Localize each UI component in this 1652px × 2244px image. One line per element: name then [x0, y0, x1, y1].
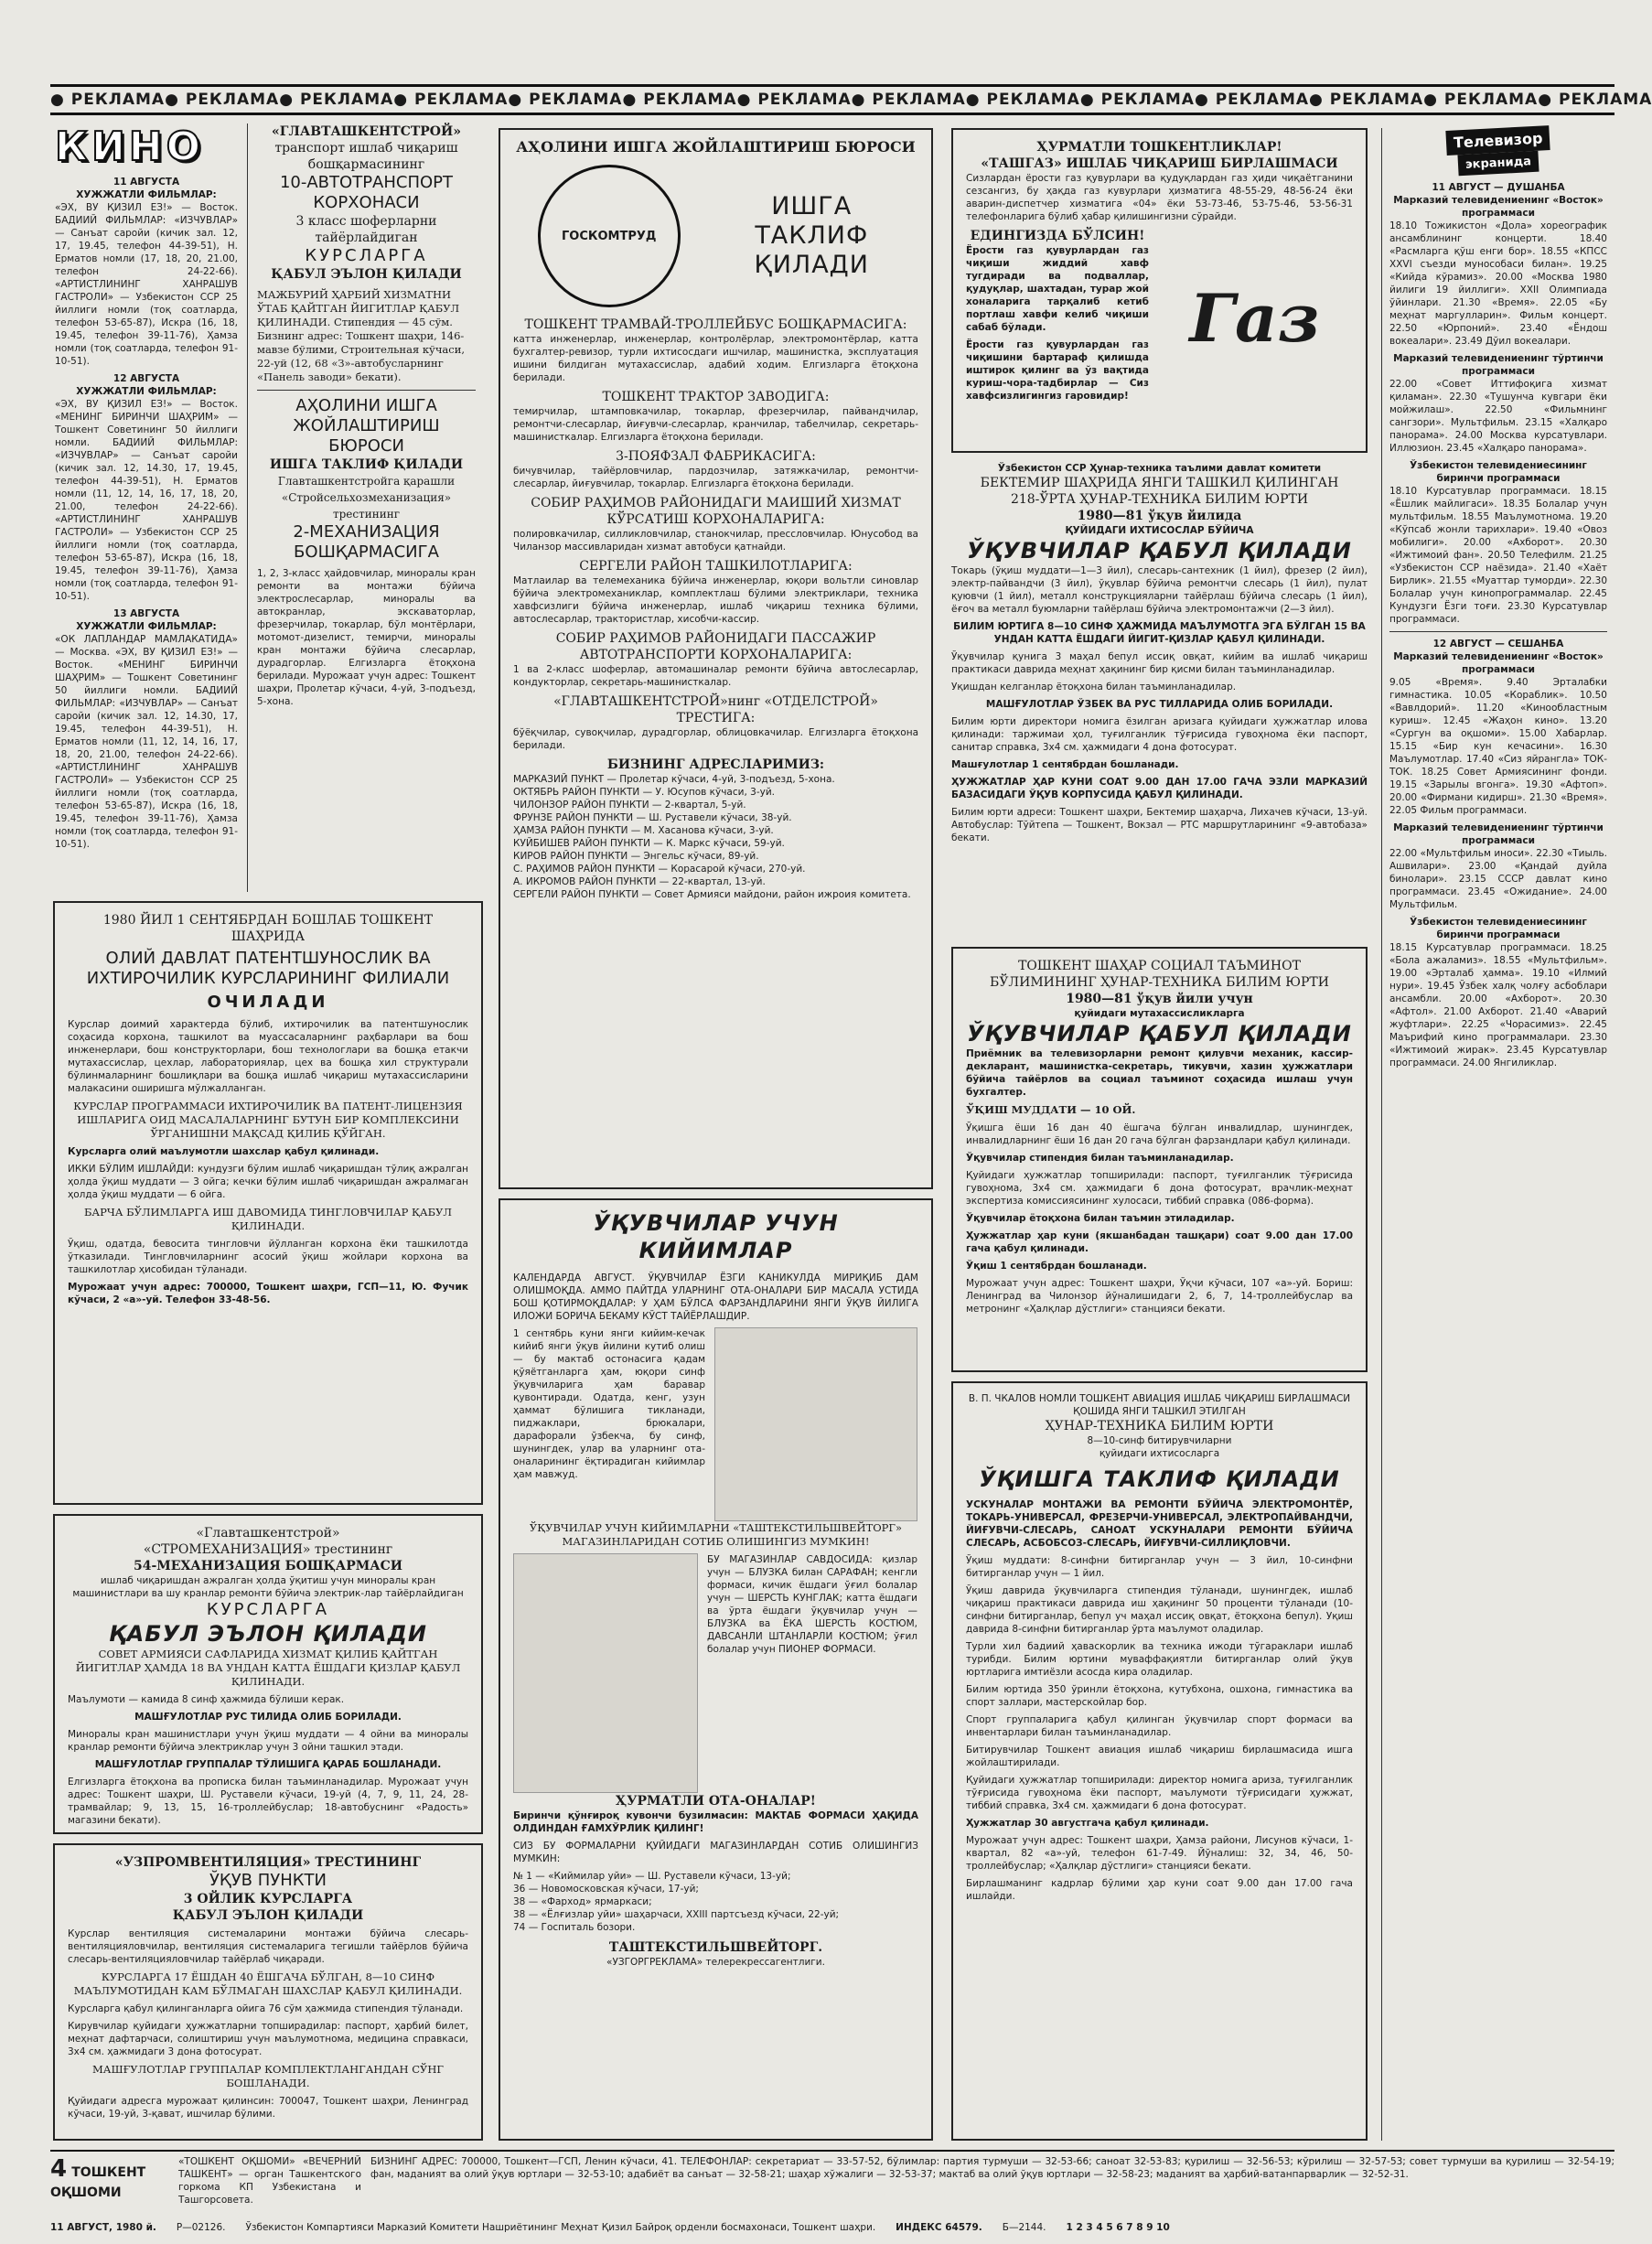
social-p8: Ўқиш 1 сентябрдан бошланади.	[966, 1261, 1147, 1272]
students-p5: Биринчи қўнғироқ кувончи бузилмасин: МАКТАБ ФОРМАСИ ҲАҚИДА ОЛДИНДАН ҒАМХЎРЛИК ҚИЛИНГ!	[513, 1810, 918, 1834]
patent-p4: ИККИ БЎЛИМ ИШЛАЙДИ: кундузги бўлим ишлаб чиқаришдан тўлиқ ажралган ҳолда ўқиш муддати — 3 ойга; кечки бўлим ишлаб чиқаришдан ажралмаган ҳолда ўқиш муддати — 6 ойга.	[68, 1164, 468, 1200]
tv-ch6-body: 18.15 Курсатувлар программаси. 18.25 «Бола ажаламиз». 18.55 «Мультфильм». 19.00 «Эрталаб ҳамма». 19.10 «Илмий нури». 19.45 Ўзбек халқ чолғу асбоблари ансамбли. 20.00 «Ахборот». 20.30 «Афтол». 21.00 Ахборот. 21.40 «Аварий жуфтлари». 22.25 «Чорасимиз». 22.45 Маърифий кино программалари. 23.30 «Ижтимоий жирак». 23.45 Курсатувлар программаси. 24.00 Янгиликлар.	[1389, 942, 1607, 1068]
aviation-h2: ҲУНАР-ТЕХНИКА БИЛИМ ЮРТИ	[1045, 1419, 1274, 1433]
school218-h6: ЎҚУВЧИЛАР ҚАБУЛ ҚИЛАДИ	[967, 538, 1352, 564]
stromech-p4: Миноралы кран машинистлари учун ўқиш муддати — 4 ойни ва миноралы кранлар ремонти бўйича электриклар учун 3 ойни ташкил этади.	[68, 1729, 468, 1753]
school218-h3: 218-ЎРТА ҲУНАР-ТЕХНИКА БИЛИМ ЮРТИ	[1010, 492, 1309, 507]
bureau-address-line: КУЙБИШЕВ РАЙОН ПУНКТИ — К. Маркс кўчаси, 59-уй.	[513, 838, 785, 849]
jobs-small-body: 1, 2, 3-класс ҳайдовчилар, миноралы кран ремонти ва монтажи бўйича электрослесарлар, миноралы ва автокранлар, экскаваторлар, фрезерчилар, токарлар, бўл монтёрлари, мотомот-дизелист, темирчи, миноралы кран монтажи бўйича слесарлар, дурадгорлар. Елгизларга ётоқхона берилади. Мурожаат учун адрес: Тошкент шаҳри, Пролетар кўчаси, 4-уй, 3-подъезд, 5-хона.	[257, 568, 476, 707]
social-p1: Приёмник ва телевизорларни ремонт қилувчи механик, кассир-декларант, машинистка-секретарь, тикувчи, хазин ҳужжатлари бўйича тайёрлов ва социал таъминот соҳасида ишлаш учун бухгалтер.	[966, 1048, 1353, 1098]
social-p2: ЎҚИШ МУДДАТИ — 10 ОЙ.	[966, 1103, 1136, 1116]
students-parents-head: ҲУРМАТЛИ ОТА-ОНАЛАР!	[616, 1794, 816, 1809]
reklama-item: ● РЕКЛАМА	[1538, 91, 1652, 109]
school218-p2: БИЛИМ ЮРТИГА 8—10 СИНФ ҲАЖМИДА МАЪЛУМОТГА ЭГА БЎЛГАН 15 ВА УНДАН КАТТА ЁШДАГИ ЙИГИТ-ҚИЗЛАР ҚАБУЛ ҚИЛИНАДИ.	[953, 621, 1366, 645]
tv-logo	[1389, 128, 1607, 174]
school218-p3: Ўқувчилар қунига 3 маҳал бепул иссиқ овқат, кийим ва ишлаб чиқариш практикаси даврида меҳнат ҳақининг бир қисми билан таъминланадилар.	[951, 651, 1368, 675]
stromech-p6: Елгизларга ётоқхона ва прописка билан таъминланадилар. Мурожаат учун адрес: Тошкент шаҳри, Ш. Руставели кўчаси, 19-уй (4, 7, 9, 11, 24, 28-трамвайлар; 9, 13, 15, 16-троллейбуслар; 18-автобуснинг «Радость» магазини бекати).	[68, 1777, 468, 1826]
bureau-address-line: ФРУНЗЕ РАЙОН ПУНКТИ — Ш. Руставели кўчаси, 38-уй.	[513, 812, 792, 823]
aviation-p5: Билим юртида 350 ўринли ётоқхона, кутубхона, ошхона, гимнастика ва спорт заллари, мастерскойлар бор.	[966, 1684, 1353, 1708]
stromech-box	[53, 1514, 483, 1834]
gas-logo-word: Газ	[1189, 278, 1320, 357]
tv-day1: 11 АВГУСТ — ДУШАНБА	[1432, 182, 1565, 193]
promvent-p2: КУРСЛАРГА 17 ЁШДАН 40 ЁШГАЧА БЎЛГАН, 8—10 СИНФ МАЪЛУМОТИДАН КАМ БЎЛМАГАН ШАХСЛАР ҚАБУЛ ҚИЛИНАДИ.	[73, 1970, 463, 1997]
footer-paper-name: ТОШКЕНТ ОҚШОМИ	[50, 2165, 146, 2200]
gas-h2: «ТАШГАЗ» ИШЛАБ ЧИҚАРИШ БИРЛАШМАСИ	[981, 156, 1338, 171]
reklama-item: ● РЕКЛАМА	[279, 91, 393, 109]
tv-ch5-body: 22.00 «Мультфильм иноси». 22.30 «Тиыль. Ашвилари». 23.00 «Қандай дуйла бинолари». 23.15 СССР давлат кино программаси. 23.45 «Ожидание». 24.00 Мультфильм.	[1389, 848, 1607, 910]
stromech-h2: «СТРОМЕХАНИЗАЦИЯ» трестининг	[143, 1542, 393, 1557]
bureau-address-line: КИРОВ РАЙОН ПУНКТИ — Энгельс кўчаси, 89-уй.	[513, 851, 759, 862]
kino-date-2: 12 АВГУСТА	[113, 373, 180, 384]
reklama-item: ● РЕКЛАМА	[1195, 91, 1309, 109]
patent-p2: КУРСЛАР ПРОГРАММАСИ ИХТИРОЧИЛИК ВА ПАТЕНТ-ЛИЦЕНЗИЯ ИШЛАРИГА ОИД МАСАЛАЛАРНИНГ БУТУН БИР КОМПЛЕКСИНИ ЎРГАНИШНИ МАҚСАД ҚИЛИБ ҚЎЙГАН.	[73, 1100, 463, 1140]
bureau-s5-body: Матлаилар ва телемеханика бўйича инженерлар, юқори вольтли синовлар бўйича электромеханиклар, комплектлаш бўлими электриклари, техника хавфсизлиги бўйича инженерлар, ишлаб чиқариш техника бўлими, автослесарлар, трактористлар, хисобчи-кассир.	[513, 575, 918, 625]
aviation-p9: Ҳужжатлар 30 августгача қабул қилинади.	[966, 1818, 1209, 1829]
school218-h1: Ўзбекистон ССР Ҳунар-техника таълими давлат комитети	[997, 463, 1322, 474]
bureau-s3-body: бичувчилар, тайёрловчилар, пардозчилар, затяжкачилар, ремонтчи-слесарлар, йиғувчилар, токарлар. Елгизларга ётоқхона берилади.	[513, 466, 918, 489]
school218-p4: Уқишдан келганлар ётоқхона билан таъминланадилар.	[951, 682, 1237, 693]
promvent-h4: ҚАБУЛ ЭЪЛОН ҚИЛАДИ	[172, 1908, 364, 1923]
footer-imprint	[50, 2221, 1614, 2239]
promvent-p6: Қуйидаги адресга мурожаат қилинсин: 700047, Тошкент шаҳри, Ленинград кўчаси, 19-уй, 3-қават, ишчилар бўлими.	[68, 2096, 468, 2120]
jobs-small-h2: ИШГА ТАКЛИФ ҚИЛАДИ	[269, 457, 464, 472]
bureau-s1-head: ТОШКЕНТ ТРАМВАЙ-ТРОЛЛЕЙБУС БОШҚАРМАСИГА:	[524, 317, 907, 332]
bureau-title: АҲОЛИНИ ИШГА ЖОЙЛАШТИРИШ БЮРОСИ	[516, 138, 916, 156]
students-p4: БУ МАГАЗИНЛАР САВДОСИДА: қизлар учун — БЛУЗКА билан САРАФАН; кенгли формаси, кичик ёшдаги ўғил болалар учун — ШЕРСТЬ КУНГЛАК; катта ёшдаги ва ўрта ёшдаги ўқувчилар учун — БЛУЗКА ва ЁКА ШЕРСТЬ КОСТЮМ, ДАВСАНЛИ ШТАНЛАРЛИ КОСТЮМ; ўғил болалар учун ПИОНЕР ФОРМАСИ.	[707, 1554, 917, 1655]
goskomtrud-logo-icon	[538, 165, 681, 307]
kino-body-1: «ЭХ, ВУ ҚИЗИЛ ЕЗ!» — Восток. БАДИИЙ ФИЛЬМЛАР: «ИЗЧУВЛАР» — Санъат саройи (кичик зал. 12, 17, 19.45, телефон 44-39-51), Н. Ерматов номли (17, 18, 20, 21.00, телефон 24-22-66). «АРТИСТЛИНИНГ ХАНРАШУВ ГАСТРОЛИ» — Узбекистон ССР 25 йиллиги номли (тоқ соатларда, телефон 53-65-87), Искра (16, 18, 19.45, телефон 39-11-76), Ҳамза номли (тоқ соатларда, телефон 91-10-51).	[55, 202, 238, 367]
bureau-s3-head: 3-ПОЯФЗАЛ ФАБРИКАСИГА:	[616, 449, 816, 464]
jobs-small-h4: 2-МЕХАНИЗАЦИЯ БОШҚАРМАСИГА	[293, 522, 440, 562]
aviation-p1: УСКУНАЛАР МОНТАЖИ ВА РЕМОНТИ БЎЙИЧА ЭЛЕКТРОМОНТЁР, ТОКАРЬ-УНИВЕРСАЛ, ФРЕЗЕРЧИ-УНИВЕРСАЛ, ЭЛЕКТРОПАЙВАНДЧИ, ЙИҒУВЧИ-СЛЕСАРЬ, САНОАТ УСКУНАЛАРИ РЕМОНТИ БЎЙИЧА СЛЕСАРЬ, АСБОБСОЗ-СЛЕСАРЬ, ЙИҒУВЧИ-СИЛЛИҚЛОВЧИ.	[966, 1499, 1353, 1549]
stromech-p1: СОВЕТ АРМИЯСИ САФЛАРИДА ХИЗМАТ ҚИЛИБ ҚАЙТГАН ЙИГИТЛАР ҲАМДА 18 ВА УНДАН КАТТА ЁШДАГИ ҚИЗЛАР ҚАБУЛ ҚИЛИНАДИ.	[75, 1648, 461, 1688]
social-p4: Ўқувчилар стипендия билан таъминланадилар.	[966, 1153, 1234, 1164]
footer-index: ИНДЕКС 64579.	[896, 2222, 982, 2233]
promvent-p1: Курслар вентиляция системаларини монтажи бўйича слесарь-вентиляцияловчилар, вентиляция системаларига тегишли тайёрлов бўйича слесарь-вентиляцияловчилар тайёрлаб чиқаради.	[68, 1928, 468, 1965]
social-p6: Ўқувчилар ётоқхона билан таъмин этиладилар.	[966, 1213, 1235, 1224]
kino-head-1: ХУЖЖАТЛИ ФИЛЬМЛАР:	[76, 189, 217, 200]
reklama-item: ● РЕКЛАМА	[1080, 91, 1195, 109]
transport-body: МАЖБУРИЙ ҲАРБИЙ ХИЗМАТНИ ЎТАБ ҚАЙТГАН ЙИГИТЛАР ҚАБУЛ ҚИЛИНАДИ. Стипендия — 45 сўм. Бизнинг адрес: Тошкент шаҳри, 146-мавзе бўлими, Строительная кўчаси, 22-уй (12, 68 «З»-автобусларнинг «Панель заводи» бекати).	[257, 288, 466, 383]
patent-p1: Курслар доимий характерда бўлиб, ихтирочилик ва патентшунослик соҳасида корхона, ташкилот ва муассасаларнинг раҳбарлари ва бош инженерлари, бош конструкторлари, бош технологлари ва бошқа етакчи мутахассислар, цехлар, лабораториялар, цех ва бошқа хил структурали бўлинмаларнинг бошлиқлари ва бошқа ишлаб чиқариш мутахассисларини малакасини оширишга мўлжалланган.	[68, 1019, 468, 1094]
students-headline: ЎҚУВЧИЛАР УЧУН КИЙИМЛАР	[593, 1210, 839, 1263]
bureau-s6-head: СОБИР РАҲИМОВ РАЙОНИДАГИ ПАССАЖИР АВТОТРАНСПОРТИ КОРХОНАЛАРИГА:	[555, 631, 876, 662]
bureau-s4-body: полировкачилар, силликловчилар, станокчилар, прессловчилар. Юнусобод ва Чиланзор массивларидан хизмат автобуси қатнайди.	[513, 529, 918, 553]
tv-ch4-body: 9.05 «Время». 9.40 Эрталабки гимнастика. 10.05 «Кораблик». 10.50 «Вавлдорий». 11.20 «Кинообластным куриш». 12.45 «Жаҳон кино». 13.20 «Сургун ва оқшоми». 15.00 Хабарлар. 15.15 «Бир кун кечасини». 16.30 Маълумотлар. 17.40 «Сиз яйрангла» ТОК-ТОК. 18.25 Совет Армиясининг фонди. 19.15 «Зарылы вгонга». 19.30 «Афтоп». 20.00 «Фирмани кидирш». 21.30 «Время». 22.05 Фильм программаси.	[1389, 677, 1607, 816]
gas-box	[951, 128, 1368, 453]
reklama-item: ● РЕКЛАМА	[165, 91, 279, 109]
promvent-p5: МАШҒУЛОТЛАР ГРУППАЛАР КОМПЛЕКТЛАНГАНДАН СЎНГ БОШЛАНАДИ.	[92, 2063, 444, 2089]
school218-h5: ҚУЙИДАГИ ИХТИСОСЛАР БЎЙИЧА	[1065, 525, 1254, 536]
aviation-h5: ЎҚИШГА ТАКЛИФ ҚИЛАДИ	[979, 1466, 1340, 1492]
social-h2: 1980—81 ўқув йили учун	[1066, 992, 1253, 1006]
bureau-address-line: МАРКАЗИЙ ПУНКТ — Пролетар кўчаси, 4-уй, 3-подъезд, 5-хона.	[513, 774, 835, 785]
school218-p8: ҲУЖЖАТЛАР ҲАР КУНИ СОАТ 9.00 ДАН 17.00 ГАЧА ЭЗЛИ МАРКАЗИЙ БАЗАСИДАГИ ЎҚУВ КОРПУСИДА ҚАБУЛ ҚИЛИНАДИ.	[951, 777, 1368, 800]
reklama-item: ● РЕКЛАМА	[50, 91, 165, 109]
tv-ch1-body: 18.10 Тожикистон «Дола» хореографик ансамблининг концерти. 18.40 «Расмларга қўш енги бор». 18.55 «КПСС XXVI съезди мунособаси билан». 19.25 «Кийда кўрамиз». 20.00 «Москва 1980 йилиги 19 йиллиги». XXII Олимпиада ўйинлари. 21.30 «Время». 22.05 «Бу меҳнат маргулларин». Фильм концерт. 22.50 «Юрпоний». 23.40 «Ёндош вокеалари». 23.49 Дўил вокеалари.	[1389, 220, 1607, 347]
kino-head-3: ХУЖЖАТЛИ ФИЛЬМЛАР:	[76, 621, 217, 632]
reklama-item: ● РЕКЛАМА	[622, 91, 736, 109]
school218-p9: Билим юрти адреси: Тошкент шаҳри, Бектемир шаҳарча, Лихачев кўчаси, 13-уй. Автобуслар: Тўйтепа — Тошкент, Вокзал — РТС маршрутларининг «9-автобаза» бекати.	[951, 807, 1368, 843]
kino-body-3: «ОК ЛАПЛАНДАР МАМЛАКАТИДА» — Москва. «ЭХ, ВУ ҚИЗИЛ ЕЗ!» — Восток. «МЕНИНГ БИРИНЧИ ШАҲРИМ» — Тошкент Советининг 50 йиллиги номли. БАДИИЙ ФИЛЬМЛАР: «ИЗЧУВЛАР» — Санъат саройи (кичик зал. 12, 14.30, 17, 19.45, телефон 44-39-51), Н. Ерматов номли (11, 12, 14, 16, 17, 18, 20, 21.00, телефон 24-22-66). «АРТИСТЛИНИНГ ХАНРАШУВ ГАСТРОЛИ» — Узбекистон ССР 25 йиллиги номли (тоқ соатларда, телефон 53-65-87), Искра (16, 18, 19.45, телефон 39-11-76), Ҳамза номли (тоқ соатларда, телефон 91-10-51).	[55, 634, 238, 850]
patent-p3: Курсларга олий маълумотли шахслар қабул қилинади.	[68, 1146, 380, 1157]
schoolgirl-illustration	[714, 1327, 917, 1521]
stromech-p2: Маълумоти — камида 8 синф ҳажмида бўлиши керак.	[68, 1694, 345, 1705]
students-p3: ЎҚУВЧИЛАР УЧУН КИЙИМЛАРНИ «ТАШТЕКСТИЛЬШВЕЙТОРГ» МАГАЗИНЛАРИДАН СОТИБ ОЛИШИНГИЗ МУМКИН!	[529, 1521, 903, 1548]
promvent-h3: 3 ОЙЛИК КУРСЛАРГА	[183, 1892, 353, 1906]
promvent-h2: ЎҚУВ ПУНКТИ	[209, 1871, 327, 1890]
reklama-item: ● РЕКЛАМА	[966, 91, 1080, 109]
reklama-item: ● РЕКЛАМА	[852, 91, 966, 109]
goskomtrud-logo-text: ГОСКОМТРУД	[562, 229, 657, 243]
bureau-s1-body: катта инженерлар, инженерлар, контролёрлар, электромонтёрлар, катта бухгалтер-ревизор, турли ихтисосдаги ишчилар, машинистка, эксплуатация ишини билдиган мутахассислар, адабий ходим. Елгизларга ётоқхона берилади.	[513, 334, 918, 383]
bureau-addr-head: БИЗНИНГ АДРЕСЛАРИМИЗ:	[606, 757, 825, 772]
school218-h2: БЕКТЕМИР ШАҲРИДА ЯНГИ ТАШКИЛ ҚИЛИНГАН	[980, 476, 1339, 490]
kino-column	[55, 123, 238, 892]
school218-h4: 1980—81 ўқув йилида	[1077, 509, 1242, 523]
gas-p3: Ёрости газ қувурлардан газ чиқишини бартараф қилишда иштирок қилинг ва ўз вақтида куриш-чора-тадбирлар — Сиз хавфсизлигингиз гаровидир!	[966, 339, 1149, 402]
social-p9: Мурожаат учун адрес: Тошкент шаҳри, Ўқчи кўчаси, 107 «а»-уй. Бориш: Ленинград ва Чилонзор йўналишидаги 2, 6, 7, 14-троллейбуслар ва метронинг «Ҳалқлар дўстлиги» станцияси бекати.	[966, 1278, 1353, 1315]
gas-h3: ЕДИНГИЗДА БЎЛСИН!	[970, 229, 1145, 243]
social-h4: ЎҚУВЧИЛАР ҚАБУЛ ҚИЛАДИ	[967, 1021, 1352, 1047]
social-p3: Ўқишга ёши 16 дан 40 ёшгача бўлган инвалидлар, шунингдек, инвалидларнинг ёши 16 дан 20 гача бўлган фарзандлари қабул қилинади.	[966, 1122, 1353, 1146]
bureau-s4-head: СОБИР РАҲИМОВ РАЙОНИДАГИ МАИШИЙ ХИЗМАТ КЎРСАТИШ КОРХОНАЛАРИГА:	[531, 496, 901, 527]
school218-block	[951, 462, 1368, 938]
promvent-box	[53, 1843, 483, 2141]
children-illustration	[513, 1553, 698, 1793]
reklama-bar	[50, 84, 1652, 115]
bureau-s2-body: темирчилар, штамповкачилар, токарлар, фрезерчилар, пайвандчилар, ремонтчи-слесарлар, йиғувчи-слесарлар, кранчилар, табелчилар, секретарь-машинисткалар. Елгизларга ётоқхона берилади.	[513, 406, 918, 443]
footer-digits: 1 2 3 4 5 6 7 8 9 10	[1066, 2222, 1170, 2233]
jobs-small-h3: Главташкентстройга қарашли «Стройсельхозмеханизация» трестининг	[277, 475, 456, 521]
bureau-address-line: ОКТЯБРЬ РАЙОН ПУНКТИ — У. Юсупов кўчаси, 3-уй.	[513, 787, 775, 798]
kino-body-2: «ЭХ, ВУ ҚИЗИЛ ЕЗ!» — Восток. «МЕНИНГ БИРИНЧИ ШАҲРИМ» — Тошкент Советининг 50 йиллиги номли. БАДИИЙ ФИЛЬМЛАР: «ИЗЧУВЛАР» — Санъат саройи (кичик зал. 12, 14.30, 17, 19.45, телефон 44-39-51), Н. Ерматов номли (11, 12, 14, 16, 17, 18, 20, 21.00, телефон 24-22-66). «АРТИСТЛИНИНГ ХАНРАШУВ ГАСТРОЛИ» — Узбекистон ССР 25 йиллиги номли (тоқ соатларда, телефон 53-65-87), Искра (16, 18, 19.45, телефон 39-11-76), Ҳамза номли (тоқ соатларда, телефон 91-10-51).	[55, 399, 238, 602]
kino-head-2: ХУЖЖАТЛИ ФИЛЬМЛАР:	[76, 386, 217, 397]
promvent-h1: «УЗПРОМВЕНТИЛЯЦИЯ» ТРЕСТИНИНГ	[114, 1855, 422, 1870]
school218-p1: Токарь (ўқиш муддати—1—3 йил), слесарь-сантехник (1 йил), фрезер (2 йил), электр-пайвандчи (3 йил), ўқувлар бўйича ремонтчи слесарь (1 йил), пулат қуювчи (1 йил), металл конструкцияларни тайёрлаш бўйича слесарь (1 йил), ёғоч ва металл буюмларни тайёрлаш бўйича электромонтажчи (2—3 йил).	[951, 565, 1368, 615]
aviation-p7: Битирувчилар Тошкент авиация ишлаб чиқариш бирлашмасида ишга жойлаштирилади.	[966, 1745, 1353, 1768]
tv-column	[1381, 128, 1614, 2141]
patent-p5: БАРЧА БЎЛИМЛАРГА ИШ ДАВОМИДА ТИНГЛОВЧИЛАР ҚАБУЛ ҚИЛИНАДИ.	[83, 1206, 452, 1232]
patent-h3: ОЧИЛАДИ	[207, 993, 329, 1012]
promvent-p4: Кирувчилар қуйидаги ҳужжатларни топширадилар: паспорт, ҳарбий билет, меҳнат дафтарчаси, солиштириш учун маълумотнома, медицина справкаси, 3x4 см. ҳажмидаги 3 дона фотосурат.	[68, 2021, 468, 2057]
social-school-box	[951, 947, 1368, 1372]
aviation-p11: Бирлашманинг кадрлар бўлими ҳар куни соат 9.00 дан 17.00 гача ишлайди.	[966, 1878, 1353, 1902]
tv-ch1-head: Марказий телевидениенинг «Восток» программаси	[1393, 195, 1604, 219]
footer-page-num: 4	[50, 2155, 68, 2183]
bureau-address-line: ЧИЛОНЗОР РАЙОН ПУНКТИ — 2-квартал, 5-уй.	[513, 800, 746, 811]
stromech-h4: ишлаб чиқаришдан ажралган ҳолда ўқитиш учун миноралы кран машинистлари ва шу кранлар ремонти бўйича электрик-лар тайёрлайдиган	[72, 1575, 464, 1599]
bureau-s7-body: бўёқчилар, сувоқчилар, дурадгорлар, облицовкачилар. Елгизларга ётоқхона берилади.	[513, 727, 918, 751]
kino-date-1: 11 АВГУСТА	[113, 177, 180, 188]
transport-column	[247, 123, 485, 892]
bureau-address-line: ҲАМЗА РАЙОН ПУНКТИ — М. Хасанова кўчаси, 3-уй.	[513, 825, 774, 836]
aviation-p3: Ўқиш даврида ўқувчиларга стипендия тўланади, шунингдек, ишлаб чиқариш практикаси даврида иш ҳақининг 50 проценти тўланади (10-синфни битирганлар, бепул уч маҳал иссиқ овқат, ётоқхона бепул). Уқиш даврида 8-синфни битирганлар ўрта маълумот оладилар.	[966, 1585, 1353, 1635]
aviation-h1: В. П. ЧКАЛОВ НОМЛИ ТОШКЕНТ АВИАЦИЯ ИШЛАБ ЧИҚАРИШ БИРЛАШМАСИ ҚОШИДА ЯНГИ ТАШКИЛ ЭТИЛГАН	[968, 1393, 1351, 1417]
aviation-box	[951, 1381, 1368, 2141]
stromech-p5: МАШҒУЛОТЛАР ГРУППАЛАР ТЎЛИШИГА ҚАРАБ БОШЛАНАДИ.	[94, 1759, 442, 1770]
store-line: 74 — Госпиталь бозори.	[513, 1922, 636, 1933]
transport-h3: 10-АВТОТРАНСПОРТ КОРХОНАСИ	[279, 173, 454, 212]
tv-ch2-body: 22.00 «Совет Иттифоқига хизмат қиламан». 22.30 «Тушунча кувгари ёки мойжилаш». 22.50 «Фильмнинг сангзори». Мультфильм. 23.15 «Халқаро панорама». 24.00 Москва курсатувлари. Иллюзион. 23.45 «Халқаро панорама».	[1389, 379, 1607, 454]
footer-address: БИЗНИНГ АДРЕС: 700000, Тошкент—ГСП, Ленин кўчаси, 41. ТЕЛЕФОНЛАР: секретариат — 33-57-52, бўлимлар: партия турмуши — 32-53-66; саноат 32-53-83; қурилиш — 32-56-53; кўрилиш — 32-57-53; совет турмуши ва қурилиш — 32-54-19; фан, маданият ва олий ўқув юртлари — 32-53-10; адабиёт ва санъат — 32-58-21; шаҳар хўжалиги — 32-53-37; мактаб ва олий ўқув юртлари — 32-58-23; маданият ва ҳарбий-ватанпарварлик — 32-52-31.	[370, 2156, 1614, 2180]
patent-p6: Ўқиш, одатда, бевосита тингловчи йўлланган корхона ёки ташкилотда ўтказилади. Тингловчиларнинг асосий ўқиш жойлари корхона ва ташкилотлар ҳисобидан тўланади.	[68, 1239, 468, 1275]
patent-p7: Мурожаат учун адрес: 700000, Тошкент шаҳри, ГСП—11, Ю. Фучик кўчаси, 2 «а»-уй. Телефон 33-48-56.	[68, 1282, 468, 1305]
bureau-s6-body: 1 ва 2-класс шоферлар, автомашиналар ремонти бўйича автослесарлар, кондукторлар, секретарь-машинисткалар.	[513, 664, 918, 688]
bureau-s7-head: «ГЛАВТАШКЕНТСТРОЙ»нинг «ОТДЕЛСТРОЙ» ТРЕСТИГА:	[553, 694, 878, 725]
bureau-headline: ИШГА ТАКЛИФ ҚИЛАДИ	[754, 192, 869, 279]
aviation-p6: Спорт группаларига қабул қилинган ўқувчилар спорт формаси ва инвентарлари билан таъминланадилар.	[966, 1714, 1353, 1738]
stromech-p3: МАШҒУЛОТЛАР РУС ТИЛИДА ОЛИБ БОРИЛАДИ.	[134, 1712, 402, 1723]
students-sign2: «УЗГОРГРЕКЛАМА» телерекрессагентлиги.	[606, 1957, 825, 1968]
school218-p6: Билим юрти директори номига ёзилган аризага қуйидаги ҳужжатлар илова қилинади: таржимаи ҳол, туғилганлик тўғрисида гувоҳнома ёки паспорт, санитар справка, 3x4 см. ҳажмидаги 4 дона фотосурат.	[951, 716, 1368, 753]
aviation-p8: Қуйидаги ҳужжатлар топширилади: директор номига ариза, туғилганлик тўғрисида гувоҳнома ёки паспорт, маълумоти тўғрисидаги ҳужжат, тиббий справка, 3x4 см. ҳажмидаги 6 дона фотосурат.	[966, 1775, 1353, 1811]
store-line: 38 — «Фарход» ярмаркаси;	[513, 1896, 652, 1907]
students-box	[499, 1198, 933, 2141]
bureau-address-line: А. ИКРОМОВ РАЙОН ПУНКТИ — 22-квартал, 13-уй.	[513, 876, 766, 887]
patent-box	[53, 901, 483, 1505]
jobs-small-h1: АҲОЛИНИ ИШГА ЖОЙЛАШТИРИШ БЮРОСИ	[293, 396, 440, 456]
footer-editions: «ТОШКЕНТ ОҚШОМИ» «ВЕЧЕРНИЙ ТАШКЕНТ» — орган Ташкентского горкома КП Узбекистана и Ташгорсовета.	[178, 2156, 361, 2206]
tv-logo-line1: Телевизор	[1446, 125, 1551, 156]
kino-date-3: 13 АВГУСТА	[113, 608, 180, 619]
promvent-p3: Курсларга қабул қилинганларга ойига 76 сўм ҳажмида стипендия тўланади.	[68, 2003, 464, 2014]
gas-h1: ҲУРМАТЛИ ТОШКЕНТЛИКЛАР!	[1036, 140, 1282, 155]
aviation-h3: 8—10-синф битирувчиларни	[1087, 1435, 1232, 1446]
transport-h6: ҚАБУЛ ЭЪЛОН ҚИЛАДИ	[271, 267, 462, 282]
store-line: № 1 — «Киймилар уйи» — Ш. Руставели кўчаси, 13-уй;	[513, 1871, 791, 1882]
reklama-item: ● РЕКЛАМА	[1423, 91, 1538, 109]
stromech-h1: «Главташкентстрой»	[196, 1526, 340, 1541]
transport-h1: «ГЛАВТАШКЕНТСТРОЙ»	[272, 124, 461, 139]
gas-logo-icon	[1156, 228, 1353, 407]
students-p6: СИЗ БУ ФОРМАЛАРНИ ҚУЙИДАГИ МАГАЗИНЛАРДАН СОТИБ ОЛИШИНГИЗ МУМКИН:	[513, 1841, 918, 1864]
bureau-box	[499, 128, 933, 1189]
social-p7: Ҳужжатлар ҳар куни (якшанбадан ташқари) соат 9.00 дан 17.00 гача қабул қилинади.	[966, 1230, 1353, 1254]
gas-p1: Сизлардан ёрости газ қувурлари ва қудуқлардан газ ҳиди чиқаётганини сезсангиз, бу ҳақда газ кувурлари ҳизматига 48-55-29, 48-56-24 ёки аварин-диспетчер хизматига «04» ёки 53-73-46, 53-75-46, 53-56-31 телефонларига бўлиб ҳабар қилишингизни сўрайди.	[966, 173, 1353, 222]
transport-h5: КУРСЛАРГА	[305, 246, 428, 265]
students-p1: КАЛЕНДАРДА АВГУСТ. ЎҚУВЧИЛАР ЁЗГИ КАНИКУЛДА МИРИҚИБ ДАМ ОЛИШМОҚДА. АММО ПАЙТДА УЛАРНИНГ ОТА-ОНАЛАРИ БИР МАСАЛА УСТИДА БОШ ҚОТИРМОҚДАЛАР: У ҲАМ БЎЛСА ФАРЗАНДЛАРИНИ ЯНГИ ЎҚУВ ЙИЛИГА ИЛОЖИ БОРИЧА БЕКАМУ КЎСТ ТАЙЁРЛАШДИР.	[513, 1272, 918, 1322]
bureau-s2-head: ТОШКЕНТ ТРАКТОР ЗАВОДИГА:	[602, 390, 830, 404]
footer-code2: Б—2144.	[1002, 2222, 1046, 2233]
social-h3: қуйидаги мутахассисликларга	[1074, 1008, 1245, 1019]
stromech-h6: ҚАБУЛ ЭЪЛОН ҚИЛАДИ	[109, 1621, 427, 1647]
kino-logo: КИНО	[55, 123, 205, 170]
bureau-address-line: С. РАҲИМОВ РАЙОН ПУНКТИ — Корасарой кўчаси, 270-уй.	[513, 864, 806, 875]
bureau-address-list	[513, 773, 918, 901]
reklama-item: ● РЕКЛАМА	[508, 91, 622, 109]
transport-h4: 3 класс шоферларни тайёрлайдиган	[295, 214, 437, 245]
students-sign1: ТАШТЕКСТИЛЬШВЕЙТОРГ.	[608, 1940, 823, 1955]
stores-list	[513, 1870, 918, 1934]
aviation-p2: Ўқиш муддати: 8-синфни битирганлар учун — 3 йил, 10-синфни битирганлар учун — 1 йил.	[966, 1555, 1353, 1579]
footer-code1: Р—02126.	[176, 2222, 226, 2233]
aviation-p10: Мурожаат учун адрес: Тошкент шаҳри, Ҳамза райони, Лисунов кўчаси, 1-квартал, 82 «а»-уй, телефон 61-7-49. Йўналиш: 32, 34, 46, 50-троллейбуслар; «Ҳалқлар дўстлиги» станцияси бекати.	[966, 1835, 1353, 1872]
reklama-item: ● РЕКЛАМА	[1309, 91, 1423, 109]
tv-ch4-head: Марказий телевидениенинг «Восток» программаси	[1393, 651, 1604, 675]
reklama-item: ● РЕКЛАМА	[393, 91, 508, 109]
transport-h2: транспорт ишлаб чиқариш бошқармасининг	[274, 141, 458, 172]
gas-p2: Ёрости газ қувурлардан газ чиқиши жиддий хавф тугдиради ва подваллар, қудуқлар, шахтадан, турар жой хоналарига тарқалиб кетиб портлаш хавфи келиб чиқиши сабаб бўлади.	[966, 245, 1149, 333]
school218-p5: МАШҒУЛОТЛАР ЎЗБЕК ВА РУС ТИЛЛАРИДА ОЛИБ БОРИЛАДИ.	[985, 699, 1334, 710]
store-line: 36 — Новомосковская кўчаси, 17-уй;	[513, 1884, 699, 1895]
tv-ch2-head: Марказий телевидениенинг тўртинчи программаси	[1393, 353, 1604, 377]
stromech-h3: 54-МЕХАНИЗАЦИЯ БОШҚАРМАСИ	[133, 1559, 403, 1573]
tv-day2: 12 АВГУСТ — СЕШАНБА	[1432, 639, 1564, 650]
store-line: 38 — «Ёлғизлар уйи» шаҳарчаси, ХХIII партсъезд кўчаси, 22-уй;	[513, 1909, 840, 1920]
tv-ch3-body: 18.10 Курсатувлар программаси. 18.15 «Ёшлик майлигаси». 18.35 Болалар учун мультфильм. 18.55 Маълумотнома. 19.20 «Кўпсаб жонли тарихлари». 19.40 «Овоз мобилиги». 20.00 «Ахборот». 20.30 «Ижтимоий фан». 20.50 Телефилм. 21.25 «Узбекистон ССР наёзида». 21.40 «Хаёт Бирлик». 21.55 «Муаттар туморди». 22.30 Болалар учун кинопрограммалар. 22.45 Кундузги Ёзги тоғи. 23.30 Курсатувлар программаси.	[1389, 486, 1607, 625]
school218-p7: Машғулотлар 1 сентябрдан бошланади.	[951, 759, 1179, 770]
patent-h1: 1980 ЙИЛ 1 СЕНТЯБРДАН БОШЛАБ ТОШКЕНТ ШАҲРИДА	[102, 913, 434, 944]
patent-h2: ОЛИЙ ДАВЛАТ ПАТЕНТШУНОСЛИК ВА ИХТИРОЧИЛИК КУРСЛАРИНИНГ ФИЛИАЛИ	[86, 949, 450, 988]
bureau-address-line: СЕРГЕЛИ РАЙОН ПУНКТИ — Совет Армияси майдони, район ижроия комитета.	[513, 889, 911, 900]
tv-ch5-head: Марказий телевидениенинг тўртинчи программаси	[1393, 822, 1604, 846]
students-p2: 1 сентябрь куни янги кийим-кечак кийиб янги ўқув йилини кутиб олиш — бу мактаб остонасига қадам қўяётганларга ҳам, юқори синф ўқувчиларига ҳам баравар қувонтиради. Одатда, кенг, узун ҳаммат бўлишига тикланади, пиджаклари, брюкалари, дарафорали ўзбекча, бу синф, шунингдек, улар ва уларнинг ота-оналарининг ёқтирадиган кийимлар ҳам мавжуд.	[513, 1328, 705, 1480]
social-p5: Қуйидаги ҳужжатлар топширилади: паспорт, туғилганлик тўғрисида гувоҳнома, 3x4 см. ҳажмидаги 6 дона фотосурат, врачлик-меҳнат экспертиза комиссиясининг хулосаси, тиббий справка (086-форма).	[966, 1170, 1353, 1207]
footer-press: Ўзбекистон Компартияси Марказий Комитети Нашриётининг Меҳнат Қизил Байроқ орденли босмахонаси, Тошкент шаҳри.	[245, 2222, 876, 2233]
reklama-item: ● РЕКЛАМА	[737, 91, 852, 109]
bureau-s5-head: СЕРГЕЛИ РАЙОН ТАШКИЛОТЛАРИГА:	[579, 559, 853, 574]
aviation-h4: қуйидаги ихтисосларга	[1099, 1448, 1220, 1459]
tv-ch3-head: Ўзбекистон телевидениесининг биринчи программаси	[1410, 460, 1587, 484]
stromech-h5: КУРСЛАРГА	[206, 1600, 330, 1619]
social-h1: ТОШКЕНТ ШАҲАР СОЦИАЛ ТАЪМИНОТ БЎЛИМИНИНГ ҲУНАР-ТЕХНИКА БИЛИМ ЮРТИ	[990, 959, 1329, 990]
tv-ch6-head: Ўзбекистон телевидениесининг биринчи программаси	[1410, 917, 1587, 940]
tv-logo-line2: экранида	[1457, 151, 1539, 177]
aviation-p4: Турли хил бадиий ҳаваскорлик ва техника ижоди тўгараклари ишлаб турибди. Билим юртини муваффақиятли битирганлар олий ўқув юртларига имтиёзли асосда кира оладилар.	[966, 1641, 1353, 1678]
footer-date: 11 АВГУСТ, 1980 й.	[50, 2222, 156, 2233]
